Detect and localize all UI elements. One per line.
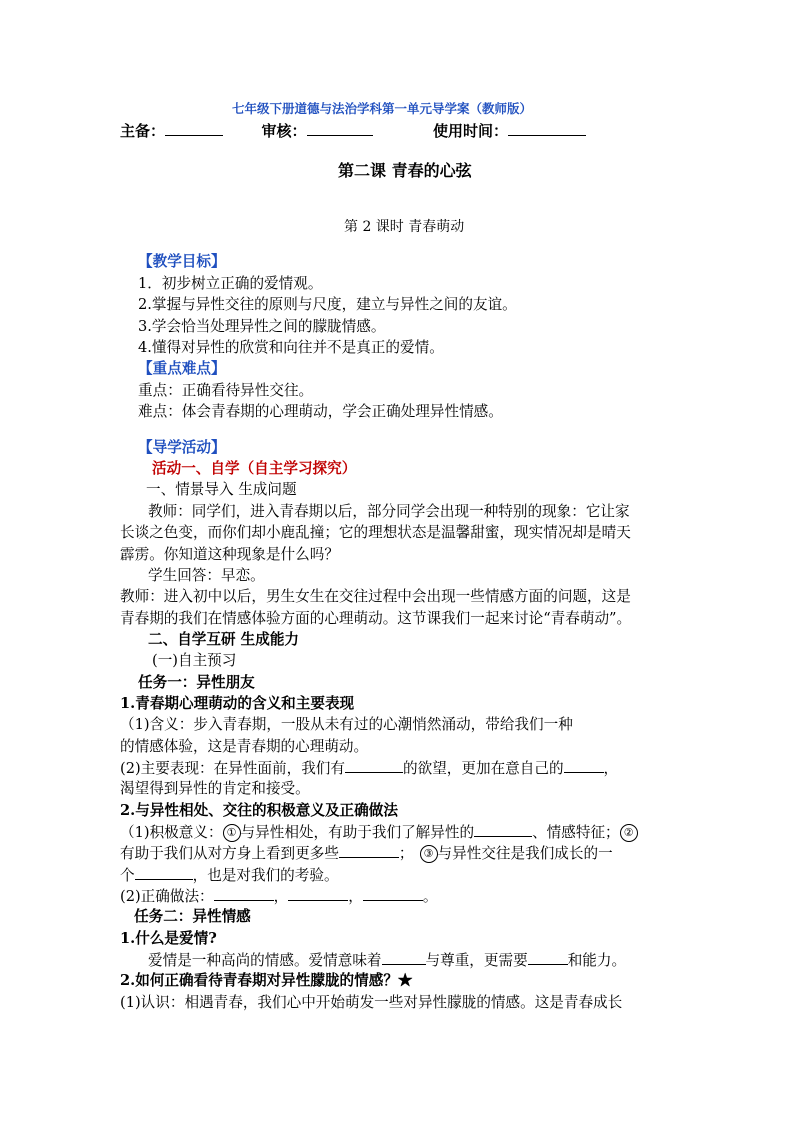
text: 个 xyxy=(120,867,135,884)
fill-blank[interactable] xyxy=(564,758,604,773)
text: 与异性相处，有助于我们了解异性的 xyxy=(240,824,475,841)
text: ， xyxy=(273,888,289,905)
goal-item: 4.懂得对异性的欣赏和向往并不是真正的爱情。 xyxy=(138,339,444,356)
circle-number: ③ xyxy=(420,845,438,863)
section2-heading: 二、自学互研 生成能力 xyxy=(148,631,300,648)
fill-blank[interactable] xyxy=(214,886,274,901)
teacher-intro-line: 教师：同学们，进入青春期以后，部分同学会出现一种特别的现象：它让家 xyxy=(148,503,630,520)
teacher-line: 青春期的我们在情感体验方面的心理萌动。这节课我们一起来讨论“青春萌动”。 xyxy=(120,610,632,627)
text: 。 xyxy=(422,888,438,905)
task1-q1-title: 1.青春期心理萌动的含义和主要表现 xyxy=(120,695,355,712)
text: ； xyxy=(398,845,414,862)
text: 与异性交往是我们成长的一 xyxy=(437,845,613,862)
keypoints-heading: 【重点难点】 xyxy=(138,360,226,377)
text: ，也是对我们的考验。 xyxy=(192,867,339,884)
document-title: 七年级下册道德与法治学科第一单元导学案（教师版） xyxy=(232,101,533,116)
difficulty-point: 难点：体会青春期的心理萌动，学会正确处理异性情感。 xyxy=(138,403,503,420)
text: ， xyxy=(348,888,363,905)
fill-blank[interactable] xyxy=(339,843,399,858)
task2-q2-line: (1)认识：相遇青春，我们心中开始萌发一些对异性朦胧的情感。这是青春成长 xyxy=(120,994,623,1011)
circle-number: ② xyxy=(620,824,638,842)
text: ， xyxy=(603,760,619,777)
key-point: 重点：正确看待异性交往。 xyxy=(138,382,314,399)
teacher-intro-line: 长谈之色变，而你们却小鹿乱撞；它的理想状态是温馨甜蜜，现实情况却是晴天 xyxy=(120,524,631,541)
text: (2)正确做法： xyxy=(120,888,214,905)
task1-q1-performance: 渴望得到异性的肯定和接受。 xyxy=(120,780,310,797)
meta-shenhe-blank xyxy=(307,121,373,136)
text: (2)主要表现：在异性面前，我们有 xyxy=(120,760,345,777)
meta-shenhe-label: 审核： xyxy=(261,122,307,140)
circle-number: ① xyxy=(223,824,241,842)
activities-heading: 【导学活动】 xyxy=(138,439,226,456)
meta-zhubei-blank xyxy=(165,121,223,136)
fill-blank[interactable] xyxy=(474,822,532,837)
task1-q2-positive xyxy=(120,822,638,843)
goals-heading: 【教学目标】 xyxy=(138,253,226,270)
lesson-subtitle: 第 2 课时 青春萌动 xyxy=(344,219,465,235)
fill-blank[interactable] xyxy=(135,865,193,880)
fill-blank[interactable] xyxy=(345,758,403,773)
task2-q1-title: 1.什么是爱情? xyxy=(120,930,217,947)
task1-q2-way xyxy=(120,886,437,907)
section1-heading: 一、情景导入 生成问题 xyxy=(146,481,297,498)
student-answer: 学生回答：早恋。 xyxy=(148,567,265,584)
task1-q1-meaning: 的情感体验，这是青春期的心理萌动。 xyxy=(120,738,369,755)
fill-blank[interactable] xyxy=(528,950,568,965)
task1-q2-title: 2.与异性相处、交往的积极意义及正确做法 xyxy=(120,802,398,819)
task1-q1-performance xyxy=(120,758,618,779)
teacher-line: 教师：进入初中以后，男生女生在交往过程中会出现一些情感方面的问题，这是 xyxy=(120,588,631,605)
text: 与尊重，更需要 xyxy=(425,952,528,969)
goal-item: 2.掌握与异性交往的原则与尺度，建立与异性之间的友谊。 xyxy=(138,296,517,313)
fill-blank[interactable] xyxy=(363,886,423,901)
text: 爱情是一种高尚的情感。爱情意味着 xyxy=(148,952,382,969)
task1-q2-positive xyxy=(120,843,613,864)
preview-heading: (一)自主预习 xyxy=(152,652,237,669)
task2-q2-title: 2.如何正确看待青春期对异性朦胧的情感？★ xyxy=(120,972,413,989)
meta-time-blank xyxy=(508,121,586,136)
meta-time-label: 使用时间： xyxy=(432,122,508,140)
text: 的欲望，更加在意自己的 xyxy=(403,760,564,777)
text: 、情感特征； xyxy=(532,824,620,841)
goal-item: 3.学会恰当处理异性之间的朦胧情感。 xyxy=(138,318,386,335)
meta-zhubei-label: 主备： xyxy=(120,122,166,140)
fill-blank[interactable] xyxy=(288,886,348,901)
task2-heading: 任务二：异性情感 xyxy=(134,908,251,925)
text: （1)积极意义： xyxy=(120,824,223,841)
teacher-intro-line: 霹雳。你知道这种现象是什么吗？ xyxy=(120,546,339,563)
meta-row xyxy=(120,121,586,141)
fill-blank[interactable] xyxy=(382,950,426,965)
lesson-title: 第二课 青春的心弦 xyxy=(338,161,472,180)
text: 有助于我们从对方身上看到更多些 xyxy=(120,845,339,862)
goal-item: 1．初步树立正确的爱情观。 xyxy=(138,275,323,292)
task1-heading: 任务一：异性朋友 xyxy=(138,674,255,691)
task2-q1-line xyxy=(148,950,626,971)
task1-q2-positive xyxy=(120,865,339,886)
activity1-heading: 活动一、自学（自主学习探究） xyxy=(152,460,357,477)
task1-q1-meaning: （1)含义：步入青春期，一股从未有过的心潮悄然涌动，带给我们一种 xyxy=(120,716,573,733)
text: 和能力。 xyxy=(567,952,627,969)
